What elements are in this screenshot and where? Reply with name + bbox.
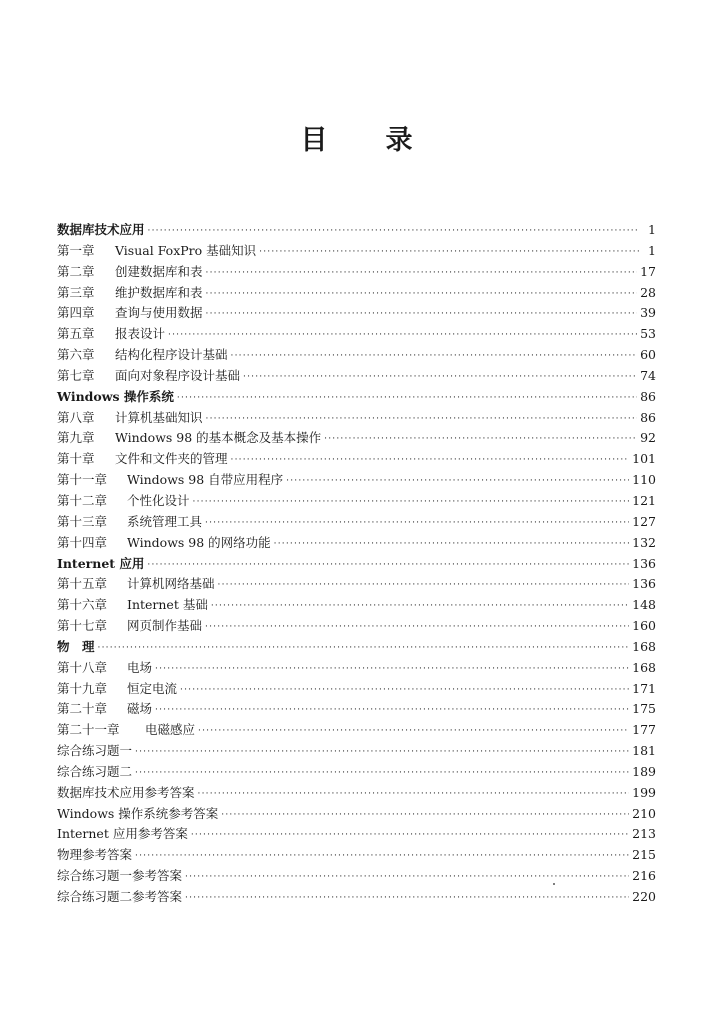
toc-entry [57, 512, 656, 533]
toc-entry-title: 数据库技术应用参考答案 [57, 784, 195, 800]
dot-leader [205, 617, 629, 638]
toc-page-number: 168 [632, 638, 656, 654]
toc-page-number: 181 [632, 743, 656, 759]
toc-entry [57, 824, 656, 845]
toc-chapter-number: 第十一章 [57, 472, 108, 488]
toc-page-number: 110 [632, 472, 656, 488]
dot-leader [168, 325, 637, 346]
toc-entry-title: 创建数据库和表 [115, 263, 203, 279]
dot-leader [193, 492, 630, 513]
toc-entry [57, 741, 656, 762]
toc-chapter-number: 第十章 [57, 451, 95, 467]
toc-entry [57, 408, 656, 429]
toc-entry-title: Windows 98 的网络功能 [127, 534, 271, 550]
toc-entry [57, 387, 656, 408]
toc-entry [57, 241, 656, 262]
toc-chapter-number: 第十九章 [57, 680, 108, 696]
toc-page-number: 60 [640, 347, 656, 363]
toc-entry-title: 维护数据库和表 [115, 284, 203, 300]
toc-page-number: 101 [632, 451, 656, 467]
toc-chapter-number: 第八章 [57, 409, 95, 425]
toc-entry [57, 679, 656, 700]
toc-chapter-number: 第六章 [57, 347, 95, 363]
toc-entry-title: 恒定电流 [127, 680, 178, 696]
toc-page-number: 74 [640, 367, 656, 383]
toc-entry [57, 554, 656, 575]
toc-entry-title: Windows 操作系统参考答案 [57, 805, 219, 821]
dot-leader [206, 284, 638, 305]
dot-leader [324, 429, 637, 450]
toc-entry [57, 303, 656, 324]
toc-entry [57, 533, 656, 554]
dot-leader [206, 409, 638, 430]
toc-entry-title: 查询与使用数据 [115, 305, 203, 321]
toc-entry [57, 637, 656, 658]
dot-leader [135, 742, 629, 763]
toc-entry-title: 计算机基础知识 [115, 409, 203, 425]
toc-entry-title: 物理参考答案 [57, 847, 133, 863]
toc-entry-title: 电场 [127, 659, 153, 675]
toc-chapter-number: 第十三章 [57, 513, 108, 529]
dot-leader [198, 784, 630, 805]
toc-entry-title: Windows 操作系统 [57, 388, 174, 404]
dot-leader [98, 638, 630, 659]
toc-page-number: 132 [632, 534, 656, 550]
toc-entry [57, 783, 656, 804]
scan-speck [553, 883, 555, 885]
toc-page-number: 213 [632, 826, 656, 842]
toc-entry [57, 720, 656, 741]
dot-leader [243, 367, 637, 388]
toc-page-number: 39 [640, 305, 656, 321]
toc-entry [57, 428, 656, 449]
toc-page-number: 210 [632, 805, 656, 821]
dot-leader [191, 825, 629, 846]
dot-leader [198, 721, 629, 742]
dot-leader [231, 450, 630, 471]
toc-page-number: 189 [632, 763, 656, 779]
toc-entry [57, 804, 656, 825]
toc-entry [57, 262, 656, 283]
toc-entry-title: 物 理 [57, 638, 95, 654]
toc-entry [57, 345, 656, 366]
toc-entry-title: Visual FoxPro 基础知识 [115, 242, 257, 258]
dot-leader [259, 242, 639, 263]
toc-entry [57, 616, 656, 637]
toc-entry-title: 综合练习题二 [57, 763, 133, 779]
toc-page-number: 168 [632, 659, 656, 675]
toc-entry [57, 470, 656, 491]
dot-leader [206, 263, 638, 284]
toc-entry-title: 个性化设计 [127, 492, 190, 508]
toc-entry-title: Windows 98 的基本概念及基本操作 [115, 430, 322, 446]
toc-page-number: 53 [640, 326, 656, 342]
toc-page-number: 121 [632, 492, 656, 508]
toc-page-number: 160 [632, 618, 656, 634]
toc-page-number: 199 [632, 784, 656, 800]
toc-entry-title: Internet 应用 [57, 555, 145, 571]
toc-entry [57, 324, 656, 345]
toc-entry-title: 数据库技术应用 [57, 222, 145, 237]
toc-entry-title: 文件和文件夹的管理 [115, 451, 228, 467]
toc-entry-title: Internet 基础 [127, 597, 208, 613]
toc-entry-title: 网页制作基础 [127, 618, 203, 634]
toc-entry [57, 283, 656, 304]
toc-entry [57, 887, 656, 908]
toc-page-number: 86 [640, 409, 656, 425]
toc-entry [57, 595, 656, 616]
toc-entry [57, 699, 656, 720]
dot-leader [206, 304, 638, 325]
toc-page-number: 1 [648, 242, 656, 258]
toc-chapter-number: 第七章 [57, 367, 95, 383]
toc-page-number: 220 [632, 889, 656, 904]
toc-page-number: 17 [640, 263, 656, 279]
toc-chapter-number: 第十六章 [57, 597, 108, 613]
dot-leader [185, 867, 629, 888]
toc-chapter-number: 第十四章 [57, 534, 108, 550]
toc-entry-title: Windows 98 自带应用程序 [127, 472, 284, 488]
toc-page-number: 136 [632, 555, 656, 571]
toc-chapter-number: 第十八章 [57, 659, 108, 675]
toc-chapter-number: 第四章 [57, 305, 95, 321]
toc-entry-title: Internet 应用参考答案 [57, 826, 188, 842]
title-char-1: 目 [300, 125, 328, 156]
toc-chapter-number: 第十五章 [57, 576, 108, 592]
toc-page-number: 92 [640, 430, 656, 446]
toc-entry-title: 磁场 [127, 701, 153, 717]
toc-page-number: 136 [632, 576, 656, 592]
toc-entry [57, 220, 656, 241]
toc-entry-title: 综合练习题一 [57, 743, 133, 759]
toc-entry-title: 报表设计 [115, 326, 166, 342]
toc-entry-title: 综合练习题二参考答案 [57, 889, 183, 904]
dot-leader [147, 555, 629, 576]
toc-entry [57, 449, 656, 470]
toc-entry [57, 366, 656, 387]
toc-entry [57, 866, 656, 887]
toc-chapter-number: 第二十一章 [57, 722, 120, 738]
toc-entry-title: 电磁感应 [145, 722, 196, 738]
table-of-contents [57, 220, 656, 908]
toc-entry-title: 系统管理工具 [127, 513, 203, 529]
toc-page-number: 148 [632, 597, 656, 613]
toc-page-number: 1 [648, 222, 656, 237]
toc-chapter-number: 第三章 [57, 284, 95, 300]
toc-page-number: 175 [632, 701, 656, 717]
dot-leader [286, 471, 629, 492]
toc-page-number: 28 [640, 284, 656, 300]
dot-leader [205, 513, 629, 534]
toc-chapter-number: 第五章 [57, 326, 95, 342]
toc-page-number: 215 [632, 847, 656, 863]
toc-page-number: 127 [632, 513, 656, 529]
dot-leader [211, 596, 629, 617]
page-title [0, 118, 713, 157]
dot-leader [135, 763, 629, 784]
dot-leader [177, 388, 637, 409]
toc-entry-title: 综合练习题一参考答案 [57, 868, 183, 884]
toc-chapter-number: 第二章 [57, 263, 95, 279]
toc-page-number: 86 [640, 388, 656, 404]
dot-leader [221, 805, 629, 826]
title-char-2: 录 [385, 125, 413, 156]
toc-chapter-number: 第二十章 [57, 701, 108, 717]
dot-leader [180, 680, 629, 701]
toc-page-number: 171 [632, 680, 656, 696]
toc-entry [57, 574, 656, 595]
dot-leader [135, 846, 629, 867]
dot-leader [231, 346, 638, 367]
dot-leader [155, 659, 629, 680]
dot-leader [185, 888, 629, 909]
dot-leader [155, 700, 629, 721]
toc-chapter-number: 第一章 [57, 242, 95, 258]
dot-leader [218, 575, 630, 596]
toc-entry-title: 面向对象程序设计基础 [115, 367, 241, 383]
toc-page-number: 216 [632, 868, 656, 884]
toc-entry-title: 结构化程序设计基础 [115, 347, 228, 363]
toc-entry [57, 762, 656, 783]
toc-entry [57, 658, 656, 679]
toc-chapter-number: 第十二章 [57, 492, 108, 508]
toc-page-number: 177 [632, 722, 656, 738]
dot-leader [148, 221, 639, 242]
toc-chapter-number: 第九章 [57, 430, 95, 446]
toc-entry [57, 845, 656, 866]
dot-leader [274, 534, 629, 555]
toc-entry-title: 计算机网络基础 [127, 576, 215, 592]
toc-chapter-number: 第十七章 [57, 618, 108, 634]
toc-entry [57, 491, 656, 512]
